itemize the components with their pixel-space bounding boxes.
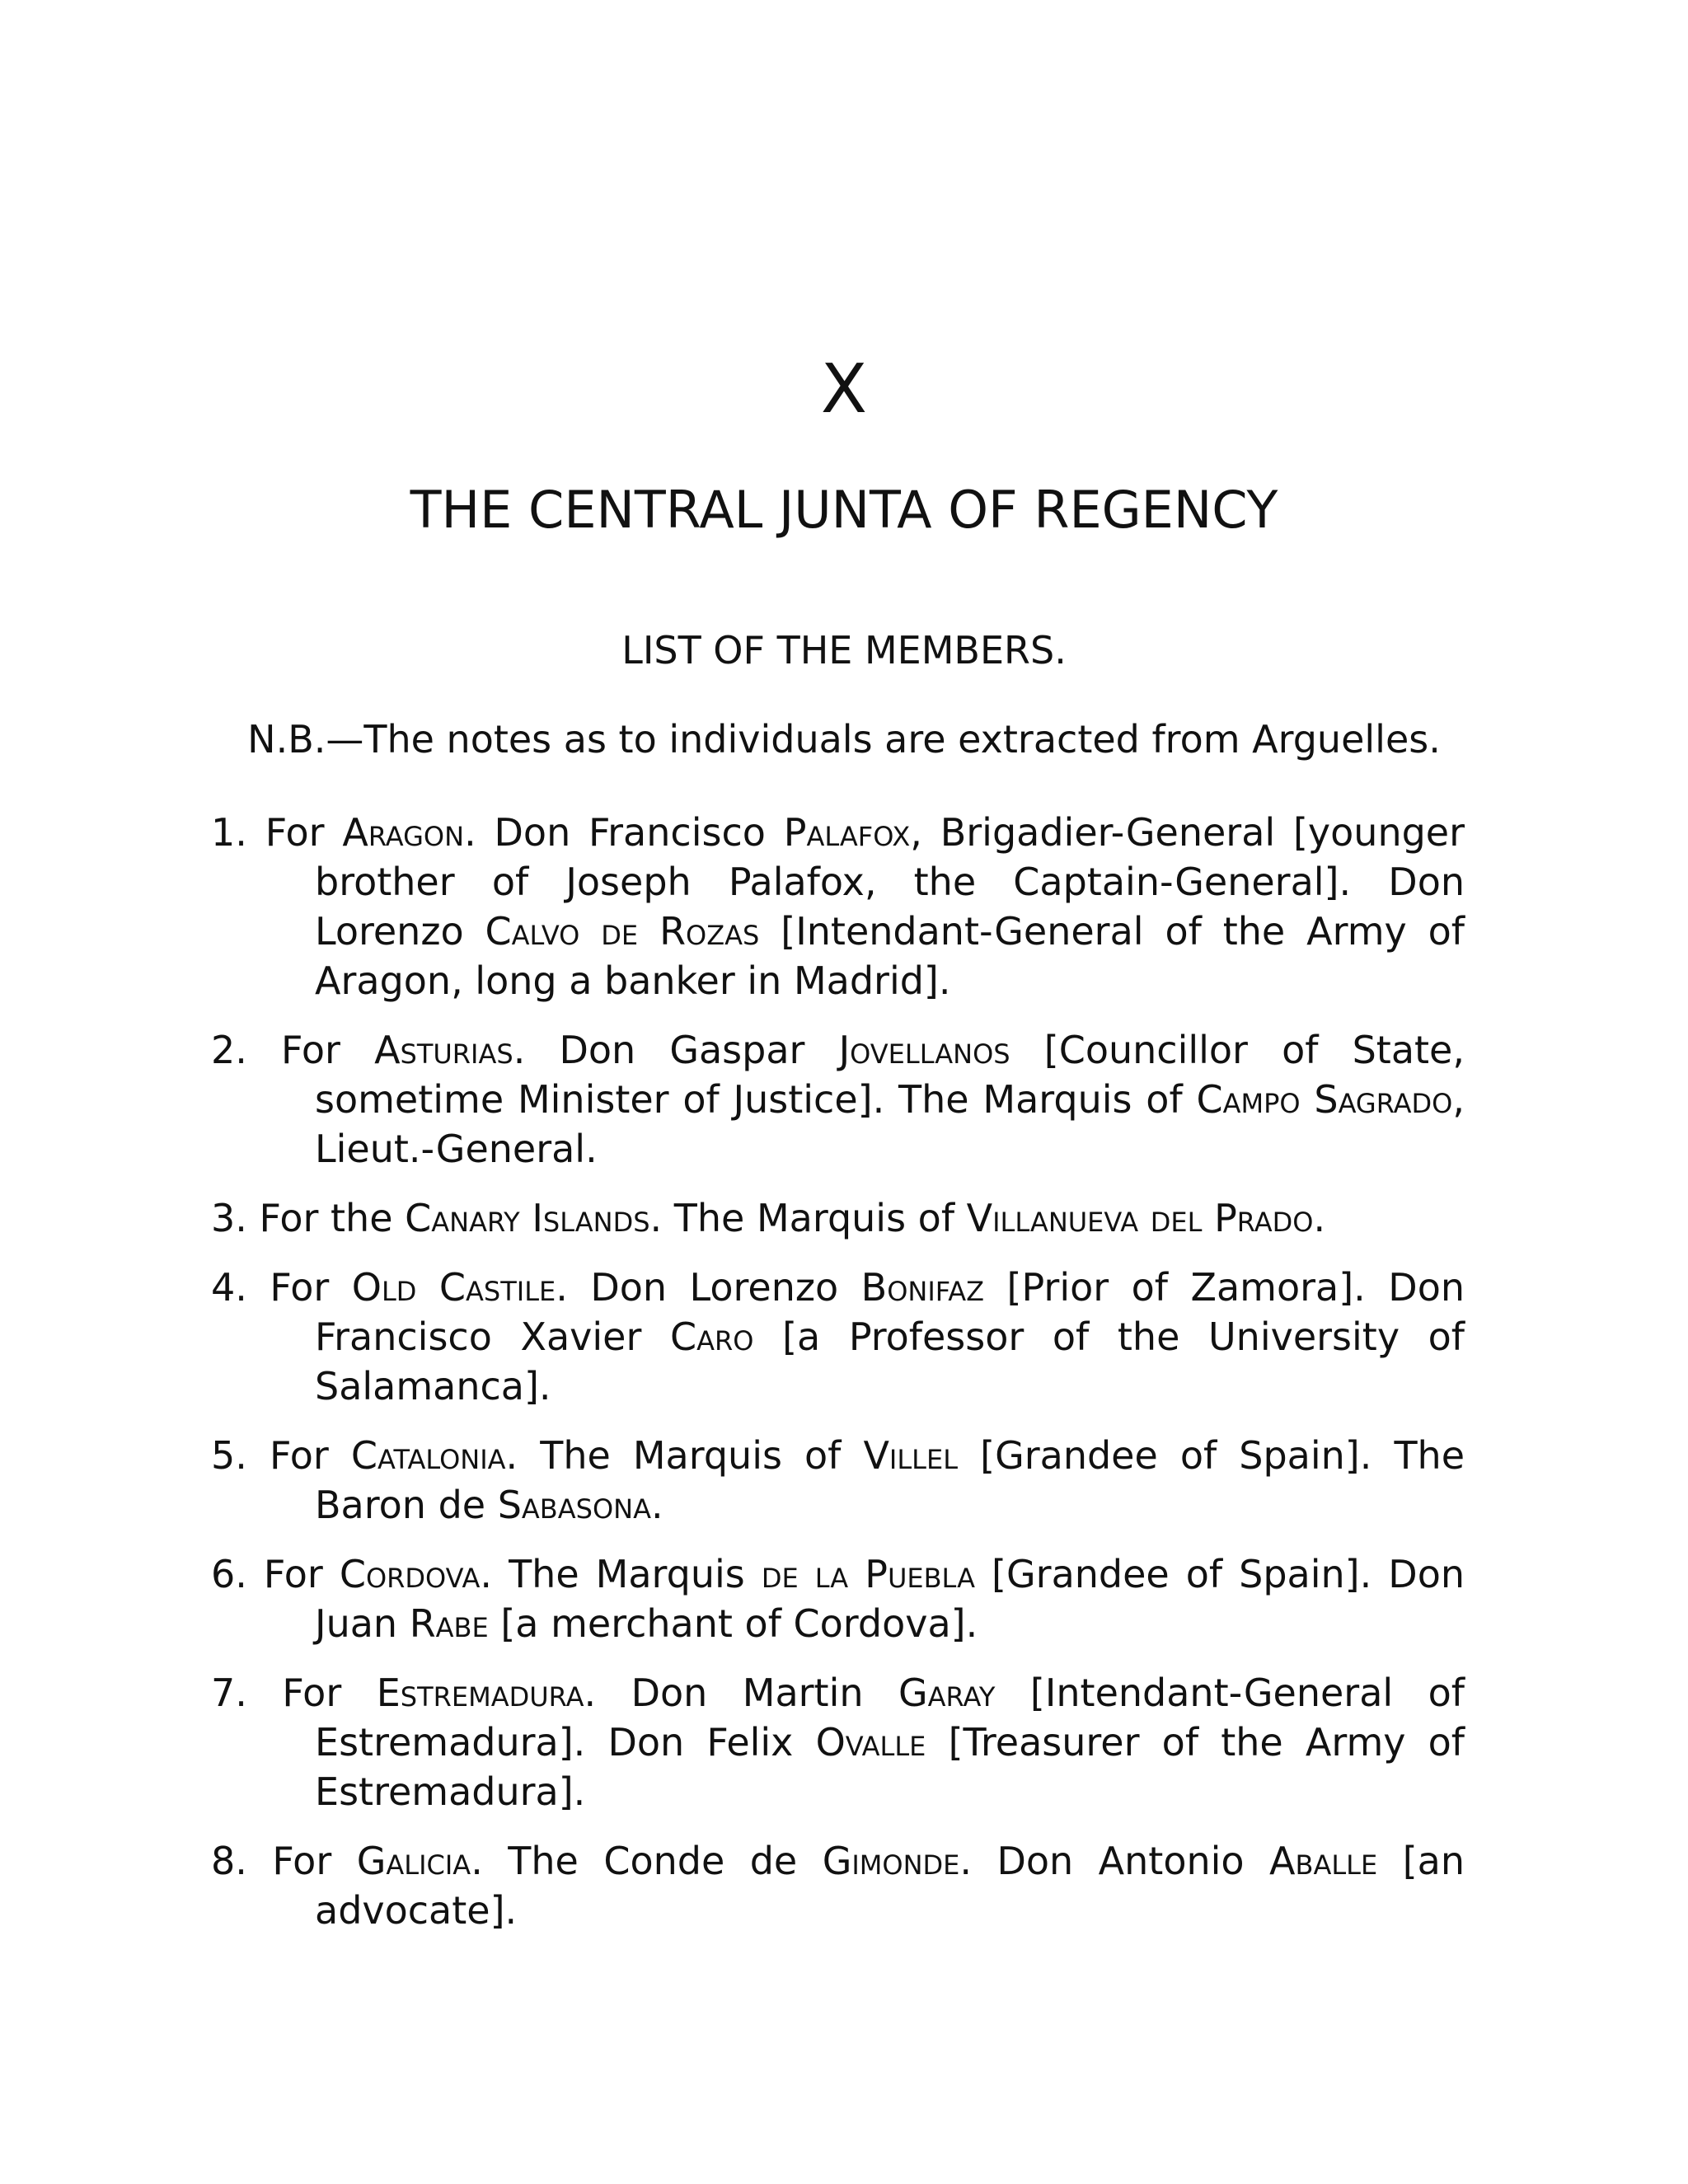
entry-text: . Don Martin bbox=[584, 1671, 898, 1715]
entry-text: 4. For bbox=[211, 1265, 352, 1310]
chapter-title: THE CENTRAL JUNTA OF REGENCY bbox=[410, 480, 1278, 540]
entry-text: 6. For bbox=[211, 1552, 340, 1596]
entry-text: , Lieut.-General. bbox=[315, 1077, 1465, 1171]
entry-text: . The Conde de bbox=[471, 1839, 823, 1883]
small-caps-name: Calvo de Rozas bbox=[485, 909, 760, 954]
entry-text: . Don Gaspar bbox=[513, 1028, 839, 1072]
entry-text: [Prior of Zamora]. Don Francisco Xavier bbox=[315, 1265, 1465, 1359]
member-entry bbox=[211, 1263, 1465, 1411]
entry-text: 5. For bbox=[211, 1433, 351, 1478]
entry-text: . Don Francisco bbox=[464, 810, 784, 855]
small-caps-name: Caro bbox=[670, 1315, 754, 1359]
small-caps-name: Asturias bbox=[374, 1028, 513, 1072]
small-caps-name: Garay bbox=[898, 1671, 996, 1715]
member-entry bbox=[211, 1193, 1465, 1243]
entry-text: . Don Antonio bbox=[959, 1839, 1270, 1883]
chapter-number: X bbox=[820, 350, 868, 429]
entry-text: . bbox=[1313, 1196, 1326, 1240]
entry-text: [Treasurer of the Army of Estremadura]. bbox=[315, 1720, 1465, 1814]
small-caps-name: Palafox bbox=[783, 810, 911, 855]
small-caps-name: Aballe bbox=[1269, 1839, 1378, 1883]
small-caps-name: Catalonia bbox=[350, 1433, 506, 1478]
small-caps-name: Villanueva del Prado bbox=[966, 1196, 1314, 1240]
small-caps-name: Cordova bbox=[339, 1552, 481, 1596]
editorial-note: N.B.—The notes as to individuals are extracted from Arguelles. bbox=[247, 717, 1441, 762]
entry-text: [an advocate]. bbox=[315, 1839, 1465, 1933]
entry-text: 3. For the bbox=[211, 1196, 406, 1240]
small-caps-name: Old Castile bbox=[351, 1265, 556, 1310]
small-caps-name: Sabasona bbox=[497, 1483, 651, 1527]
small-caps-name: Jovellanos bbox=[838, 1028, 1010, 1072]
member-entry bbox=[211, 1025, 1465, 1174]
small-caps-name: Estremadura bbox=[376, 1671, 584, 1715]
member-entry bbox=[211, 1836, 1465, 1935]
entry-text: . Don Lorenzo bbox=[556, 1265, 861, 1310]
member-entry bbox=[211, 1431, 1465, 1530]
members-list bbox=[211, 808, 1465, 1955]
entry-text: [Intendant-General of the Army of Aragon, long a banker in Madrid]. bbox=[315, 909, 1465, 1003]
entry-text: , Brigadier-General [younger brother of Joseph Palafox, the Captain-General]. Don Lorenzo bbox=[315, 810, 1465, 954]
entry-text: [a merchant of Cordova]. bbox=[488, 1601, 978, 1646]
entry-text: 7. For bbox=[211, 1671, 377, 1715]
small-caps-name: Villel bbox=[863, 1433, 959, 1478]
small-caps-name: Campo Sagrado bbox=[1196, 1077, 1453, 1122]
entry-text: 1. For bbox=[211, 810, 343, 855]
entry-text: 2. For bbox=[211, 1028, 375, 1072]
entry-text: [Councillor of State, sometime Minister of Justice]. The Marquis of bbox=[315, 1028, 1465, 1122]
small-caps-name: de la Puebla bbox=[761, 1552, 976, 1596]
entry-text: [Intendant-General of Estremadura]. Don Felix bbox=[315, 1671, 1465, 1765]
small-caps-name: Gimonde bbox=[822, 1839, 960, 1883]
entry-text: . bbox=[650, 1483, 663, 1527]
small-caps-name: Rabe bbox=[409, 1601, 489, 1646]
entry-text: 8. For bbox=[211, 1839, 357, 1883]
entry-text: . The Marquis of bbox=[505, 1433, 864, 1478]
member-entry bbox=[211, 808, 1465, 1005]
entry-text: [a Professor of the University of Salamanca]. bbox=[315, 1315, 1465, 1408]
member-entry bbox=[211, 1668, 1465, 1816]
entry-text: . The Marquis bbox=[480, 1552, 762, 1596]
entry-text: . The Marquis of bbox=[649, 1196, 967, 1240]
entry-text: [Grandee of Spain]. Don Juan bbox=[315, 1552, 1465, 1646]
small-caps-name: Bonifaz bbox=[860, 1265, 985, 1310]
member-entry bbox=[211, 1549, 1465, 1648]
small-caps-name: Ovalle bbox=[815, 1720, 926, 1765]
list-heading: LIST OF THE MEMBERS. bbox=[621, 628, 1067, 673]
small-caps-name: Canary Islands bbox=[405, 1196, 650, 1240]
small-caps-name: Galicia bbox=[356, 1839, 471, 1883]
entry-text: [Grandee of Spain]. The Baron de bbox=[315, 1433, 1465, 1527]
small-caps-name: Aragon bbox=[342, 810, 465, 855]
